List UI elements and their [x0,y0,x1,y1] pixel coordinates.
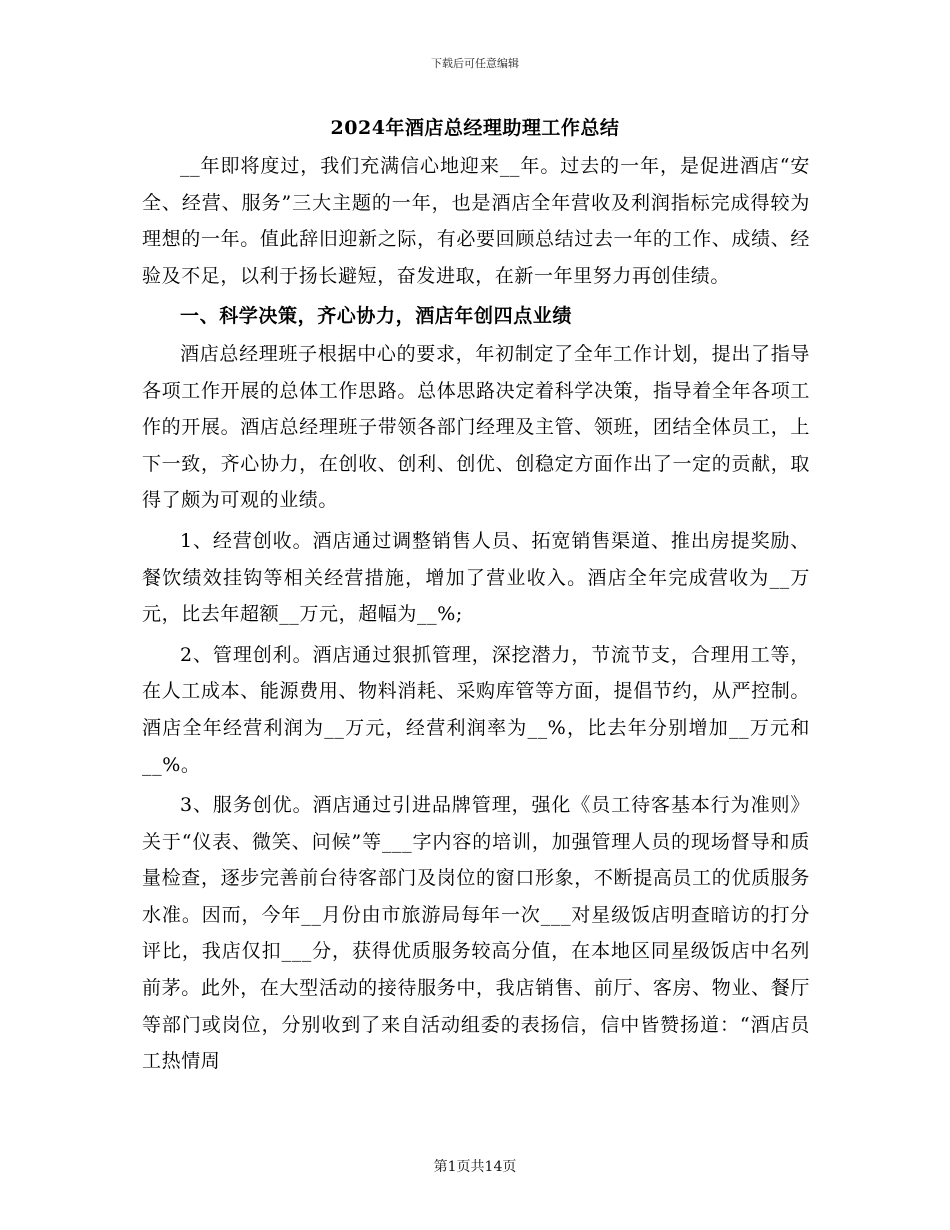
paragraph-item-1: 1、经营创收。酒店通过调整销售人员、拓宽销售渠道、推出房提奖励、餐饮绩效挂钩等相关经营措施，增加了营业收入。酒店全年完成营收为__万元，比去年超额__万元，超幅为__%; [142,529,810,626]
paragraph-item-2: 2、管理创利。酒店通过狠抓管理，深挖潜力，节流节支，合理用工等，在人工成本、能源费用、物料消耗、采购库管等方面，提倡节约，从严控制。酒店全年经营利润为__万元，经营利润率为__%，比去年分别增加__万元和__%。 [142,643,810,776]
document-body [142,148,810,1080]
section-heading-1: 一、科学决策，齐心协力，酒店年创四点业绩 [180,305,573,328]
paragraph-item-3: 3、服务创优。酒店通过引进品牌管理，强化《员工待客基本行为准则》关于“仪表、微笑、问候”等___字内容的培训，加强管理人员的现场督导和质量检查，逐步完善前台待客部门及岗位的窗口形象，不断提高员工的优质服务水准。因而，今年__月份由市旅游局每年一次___对星级饭店明查暗访的打分评比，我店仅扣___分，获得优质服务较高分值，在本地区同星级饭店中名列前茅。此外，在大型活动的接待服务中，我店销售、前厅、客房、物业、餐厅等部门或岗位，分别收到了来自活动组委的表扬信，信中皆赞扬道：“酒店员工热情周 [142,794,810,1073]
paragraph-overview: 酒店总经理班子根据中心的要求，年初制定了全年工作计划，提出了指导各项工作开展的总体工作思路。总体思路决定着科学决策，指导着全年各项工作的开展。酒店总经理班子带领各部门经理及主管、领班，团结全体员工，上下一致，齐心协力，在创收、创利、创优、创稳定方面作出了一定的贡献，取得了颇为可观的业绩。 [142,342,810,512]
document-title: 2024年酒店总经理助理工作总结 [330,117,620,139]
header-note: 下载后可任意编辑 [431,57,519,70]
page-footer: 第1页共14页 [433,1159,517,1175]
paragraph-intro: __年即将度过，我们充满信心地迎来__年。过去的一年，是促进酒店“安全、经营、服务”三大主题的一年，也是酒店全年营收及利润指标完成得较为理想的一年。值此辞旧迎新之际，有必要回顾总结过去一年的工作、成绩、经验及不足，以利于扬长避短，奋发进取，在新一年里努力再创佳绩。 [142,155,810,287]
